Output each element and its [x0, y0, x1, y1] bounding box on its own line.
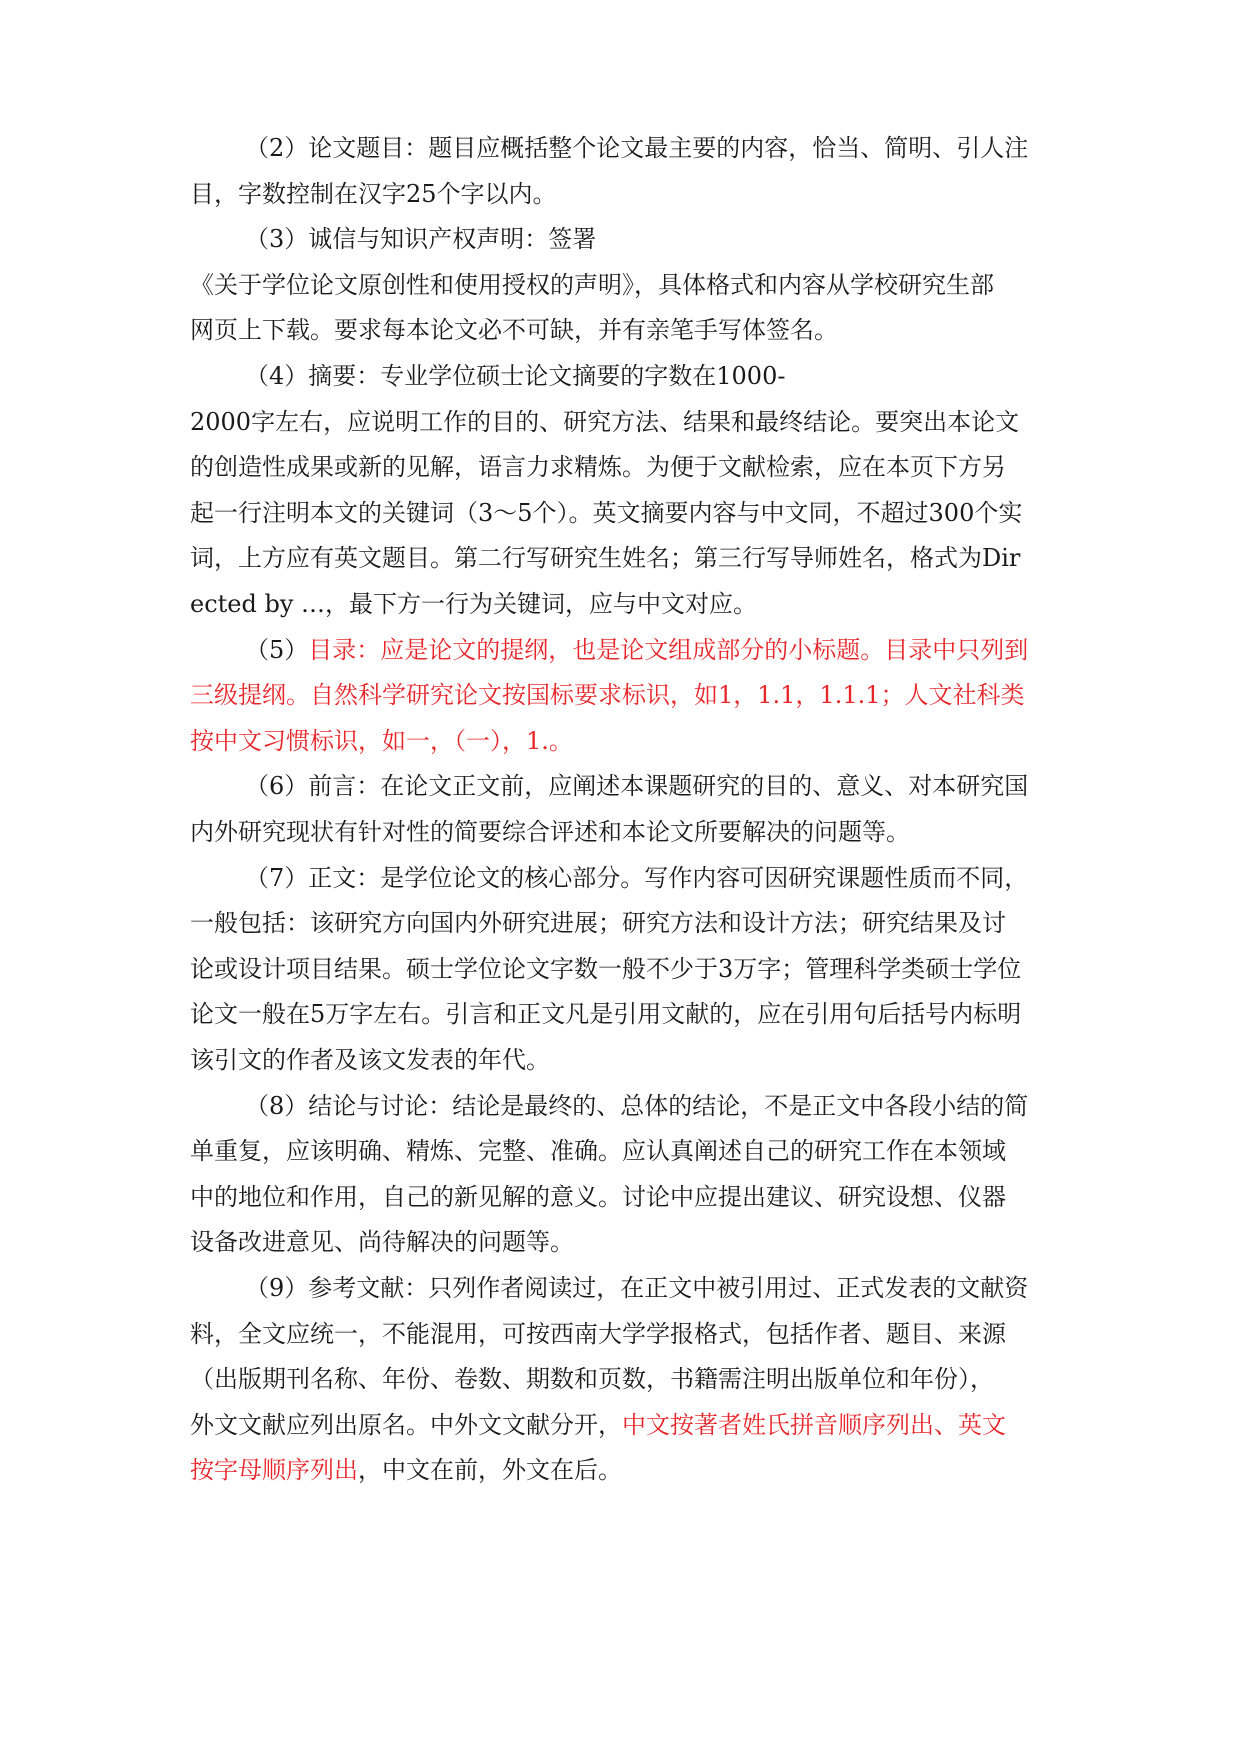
- paragraph-line: [190, 908, 1006, 938]
- body-text: 内外研究现状有针对性的简要综合评述和本论文所要解决的问题等。: [190, 818, 910, 846]
- paragraph-line: [190, 315, 838, 345]
- body-text: （5）: [245, 636, 309, 664]
- body-text: ，中文在前，外文在后。: [358, 1456, 622, 1484]
- paragraph-line: [245, 1091, 1028, 1121]
- body-text: 论或设计项目结果。硕士学位论文字数一般不少于3万字；管理科学类硕士学位: [190, 955, 1022, 983]
- body-text: ected by …，最下方一行为关键词，应与中文对应。: [190, 590, 758, 618]
- body-text: （3）诚信与知识产权声明：签署: [245, 225, 597, 253]
- body-text: 该引文的作者及该文发表的年代。: [190, 1046, 550, 1074]
- body-text: 一般包括：该研究方向国内外研究进展；研究方法和设计方法；研究结果及讨: [190, 909, 1006, 937]
- paragraph-line: [190, 726, 573, 756]
- body-text: 起一行注明本文的关键词（3～5个）。英文摘要内容与中文同，不超过300个实: [190, 499, 1023, 527]
- paragraph-line: [190, 498, 1022, 528]
- body-text: （9）参考文献：只列作者阅读过，在正文中被引用过、正式发表的文献资: [245, 1274, 1029, 1302]
- paragraph-line: [190, 1136, 1006, 1166]
- body-text: 设备改进意见、尚待解决的问题等。: [190, 1228, 574, 1256]
- body-text: 单重复，应该明确、精炼、完整、准确。应认真阐述自己的研究工作在本领域: [190, 1137, 1006, 1165]
- body-text: （8）结论与讨论：结论是最终的、总体的结论，不是正文中各段小结的简: [245, 1092, 1029, 1120]
- body-text: 目，字数控制在汉字25个字以内。: [190, 180, 557, 208]
- body-text: （4）摘要：专业学位硕士论文摘要的字数在1000-: [245, 362, 786, 390]
- highlighted-text: 中文按著者姓氏拼音顺序列出、英文: [622, 1411, 1006, 1439]
- body-text: 料，全文应统一，不能混用，可按西南大学学报格式，包括作者、题目、来源: [190, 1320, 1006, 1348]
- paragraph-line: [190, 452, 1006, 482]
- body-text: （6）前言：在论文正文前，应阐述本课题研究的目的、意义、对本研究国: [245, 772, 1029, 800]
- paragraph-line: [190, 954, 1021, 984]
- paragraph-line: [190, 543, 1020, 573]
- paragraph-line: [245, 133, 1028, 163]
- body-text: 论文一般在5万字左右。引言和正文凡是引用文献的，应在引用句后括号内标明: [190, 1000, 1022, 1028]
- paragraph-line: [245, 361, 785, 391]
- paragraph-line: [190, 1410, 1006, 1440]
- paragraph-line: [245, 1273, 1028, 1303]
- paragraph-line: [190, 817, 910, 847]
- highlighted-text: 按中文习惯标识，如一，（一），1.。: [190, 727, 573, 755]
- paragraph-line: [190, 680, 1025, 710]
- paragraph-line: [190, 1045, 550, 1075]
- highlighted-text: 目录：应是论文的提纲，也是论文组成部分的小标题。目录中只列到: [308, 636, 1029, 664]
- paragraph-line: [245, 771, 1028, 801]
- paragraph-line: [190, 270, 994, 300]
- body-text: （7）正文：是学位论文的核心部分。写作内容可因研究课题性质而不同，: [245, 864, 1029, 892]
- paragraph-line: [245, 863, 1028, 893]
- body-text: 网页上下载。要求每本论文必不可缺，并有亲笔手写体签名。: [190, 316, 838, 344]
- paragraph-line: [190, 407, 1019, 437]
- body-text: （2）论文题目：题目应概括整个论文最主要的内容，恰当、简明、引人注: [245, 134, 1029, 162]
- highlighted-text: 三级提纲。自然科学研究论文按国标要求标识，如1，1.1，1.1.1；人文社科类: [190, 681, 1025, 709]
- body-text: 词，上方应有英文题目。第二行写研究生姓名；第三行写导师姓名，格式为Dir: [190, 544, 1021, 572]
- paragraph-line: [190, 1182, 1006, 1212]
- paragraph-line: [190, 179, 557, 209]
- paragraph-line: [190, 1227, 574, 1257]
- body-text: 中的地位和作用，自己的新见解的意义。讨论中应提出建议、研究设想、仪器: [190, 1183, 1006, 1211]
- paragraph-line: [190, 589, 757, 619]
- body-text: 外文文献应列出原名。中外文文献分开，: [190, 1411, 622, 1439]
- paragraph-line: [190, 1364, 994, 1394]
- paragraph-line: [245, 224, 596, 254]
- paragraph-line: [190, 1455, 622, 1485]
- paragraph-line: [190, 999, 1021, 1029]
- paragraph-line: [245, 635, 1028, 665]
- body-text: 的创造性成果或新的见解，语言力求精炼。为便于文献检索，应在本页下方另: [190, 453, 1006, 481]
- body-text: 《关于学位论文原创性和使用授权的声明》，具体格式和内容从学校研究生部: [190, 271, 994, 299]
- body-text: 2000字左右，应说明工作的目的、研究方法、结果和最终结论。要突出本论文: [190, 408, 1020, 436]
- body-text: （出版期刊名称、年份、卷数、期数和页数，书籍需注明出版单位和年份），: [190, 1365, 994, 1393]
- paragraph-line: [190, 1319, 1006, 1349]
- highlighted-text: 按字母顺序列出: [190, 1456, 358, 1484]
